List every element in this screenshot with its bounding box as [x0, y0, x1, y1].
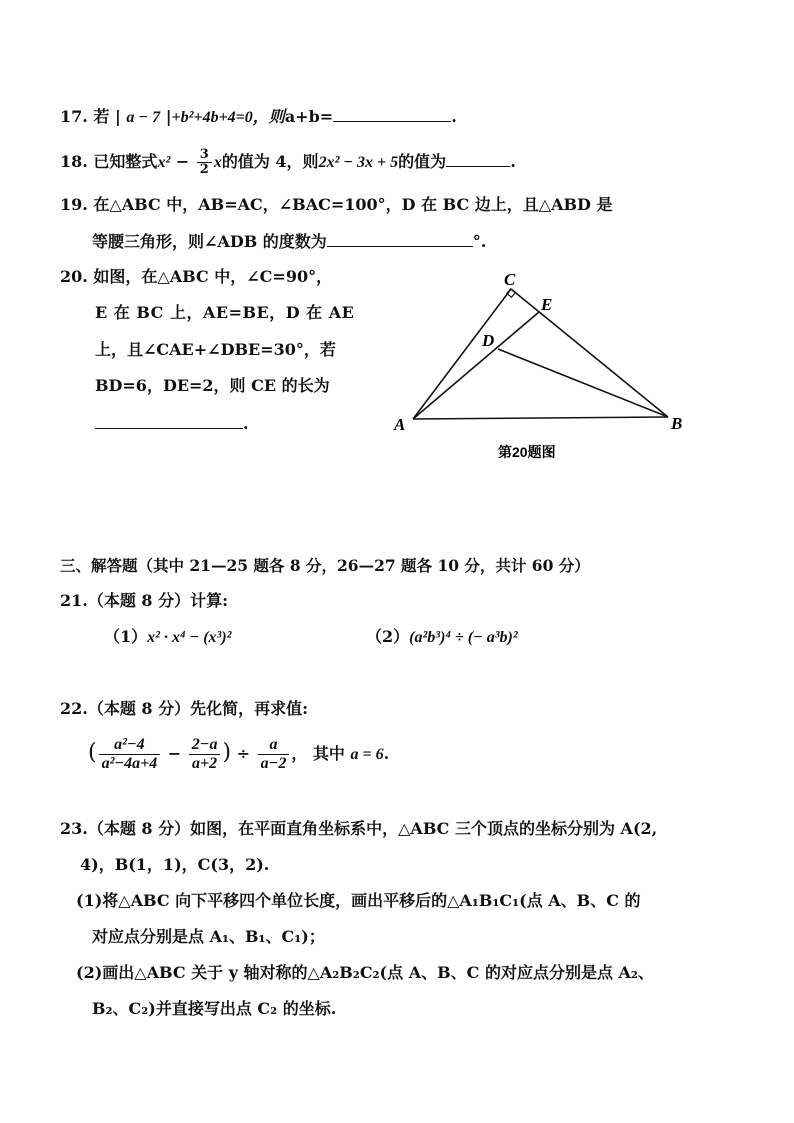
abs-bar-right: |	[165, 107, 172, 126]
q21-p1-expr: x² · x⁴ − (x³)²	[147, 629, 232, 646]
q22-number: 22.	[60, 699, 88, 718]
q19-number: 19.	[60, 195, 88, 214]
q18-fraction	[197, 148, 212, 177]
q19-line2: 等腰三角形，则∠ADB 的度数为	[92, 232, 327, 251]
q19-end: °.	[472, 232, 487, 251]
q17-text: 若	[93, 107, 110, 126]
q21-p2-expr: (a²b³)⁴ ÷ (− a³b)²	[409, 629, 518, 646]
question-22	[60, 698, 308, 720]
section-3-header	[60, 555, 590, 577]
q20-line5-row	[95, 412, 249, 435]
q20-answer-blank[interactable]	[95, 412, 243, 429]
q23-part2-b	[92, 998, 336, 1020]
question-21	[60, 590, 228, 612]
q18-number: 18.	[60, 152, 88, 171]
q17-answer-blank[interactable]	[333, 105, 451, 122]
q20-line3-row	[95, 339, 336, 361]
question-19	[60, 194, 612, 216]
q22-f1-num: a²−4	[99, 736, 161, 755]
q18-frac-den: 2	[199, 162, 209, 177]
q20-line2: E 在 BC 上，AE=BE，D 在 AE	[95, 303, 355, 322]
label-B: B	[671, 414, 683, 433]
q21-p2-label: （2）	[366, 627, 410, 646]
q23-line2-row	[80, 854, 269, 876]
q23-part1-b	[92, 926, 325, 948]
abs-bar-left: |	[115, 107, 121, 126]
q22-tail: ， 其中	[291, 744, 345, 763]
q19-line1: 在△ABC 中，AB=AC，∠BAC=100°，D 在 BC 边上，且△ABD 是	[93, 195, 613, 214]
q22-fraction-1	[99, 736, 161, 773]
q17-end: .	[451, 107, 457, 126]
q22-end: .	[383, 744, 390, 763]
label-A: A	[394, 415, 406, 434]
q20-end: .	[243, 414, 249, 433]
q22-f2-den: a+2	[192, 755, 218, 772]
q22-head: （本题 8 分）先化简，再求值:	[87, 699, 309, 718]
q17-result: a+b=	[284, 107, 334, 126]
q19-answer-blank[interactable]	[327, 230, 473, 247]
segment-CB	[511, 289, 668, 417]
segment-DB	[498, 349, 668, 417]
q22-expression: ( $\frac{\text{a²−4}}{\text{a²−4a+4}}$ − $\frac{2-a}{a+2}$ ) ÷ $\frac{a}{a-2}$ ， 其中 a = 6.	[88, 736, 390, 772]
q18-expr2: 2x² − 3x + 5	[318, 154, 399, 171]
q18-minus: −	[175, 152, 190, 171]
q22-f2-num: 2−a	[189, 736, 221, 755]
question-19-line2	[92, 230, 486, 253]
q23-line1: （本题 8 分）如图，在平面直角坐标系中，△ABC 三个顶点的坐标分别为 A(2,	[87, 819, 658, 838]
q18-text-b: 的值为 4，则	[221, 152, 319, 171]
q22-condition: a = 6	[350, 746, 384, 763]
q23-number: 23.	[60, 819, 88, 838]
q23-p2-a: (2)画出△ABC 关于 y 轴对称的△A₂B₂C₂(点 A、B、C 的对应点分别是点 A₂、	[76, 963, 654, 982]
q22-f1-den: a²−4a+4	[101, 755, 158, 772]
label-E: E	[541, 295, 553, 314]
q21-part2	[366, 626, 518, 649]
q20-line3: 上，且∠CAE+∠DBE=30°，若	[95, 340, 336, 359]
q23-p1-b: 对应点分别是点 A₁、B₁、C₁)；	[92, 927, 325, 946]
label-D: D	[482, 331, 495, 350]
q20-line1: 如图，在△ABC 中，∠C=90°，	[93, 267, 333, 286]
q22-minus: −	[167, 744, 182, 763]
q17-abs-expr: a − 7	[126, 109, 161, 126]
q20-line2-row	[95, 302, 354, 324]
q22-fraction-2	[189, 736, 221, 773]
segment-AE	[413, 312, 539, 419]
q18-expr1-a: x²	[157, 154, 171, 171]
q22-f3-num: a	[258, 736, 290, 755]
q23-p1-a: (1)将△ABC 向下平移四个单位长度，画出平移后的△A₁B₁C₁(点 A、B、C 的	[76, 891, 641, 910]
figure-20-triangle	[388, 266, 698, 466]
segment-AB	[413, 417, 668, 419]
question-17	[60, 105, 457, 129]
q23-part2-a	[76, 962, 654, 984]
q18-expr1-b: x	[213, 154, 222, 171]
q20-line4: BD=6，DE=2，则 CE 的长为	[95, 376, 330, 395]
question-18	[60, 148, 516, 177]
label-C: C	[504, 270, 516, 289]
q20-number: 20.	[60, 267, 88, 286]
section-3-title: 三、解答题（其中 21—25 题各 8 分，26—27 题各 10 分，共计 60 分）	[60, 556, 590, 575]
q21-part1	[104, 626, 231, 649]
q23-line2: 4)，B(1，1)，C(3，2).	[80, 855, 270, 874]
q18-end: .	[510, 152, 516, 171]
q22-fraction-3	[258, 736, 290, 773]
q18-frac-num: 3	[197, 148, 212, 163]
q17-number: 17.	[60, 107, 88, 126]
q20-line4-row	[95, 375, 330, 397]
q23-p2-b: B₂、C₂)并直接写出点 C₂ 的坐标.	[92, 999, 337, 1018]
q22-f3-den: a−2	[260, 755, 287, 772]
q21-p1-label: （1）	[104, 627, 148, 646]
q22-div: ÷	[236, 744, 251, 763]
segment-AC	[413, 289, 511, 419]
q18-answer-blank[interactable]	[446, 150, 510, 167]
q21-number: 21.	[60, 591, 88, 610]
q17-rest: +b²+4b+4=0，则	[171, 109, 285, 126]
q21-head: （本题 8 分）计算:	[87, 591, 229, 610]
question-20	[60, 266, 332, 288]
figure-caption: 第20题图	[498, 444, 556, 460]
q18-text-c: 的值为	[398, 152, 447, 171]
q23-part1-a	[76, 890, 641, 912]
q18-text-a: 已知整式	[93, 152, 158, 171]
question-23	[60, 818, 657, 840]
